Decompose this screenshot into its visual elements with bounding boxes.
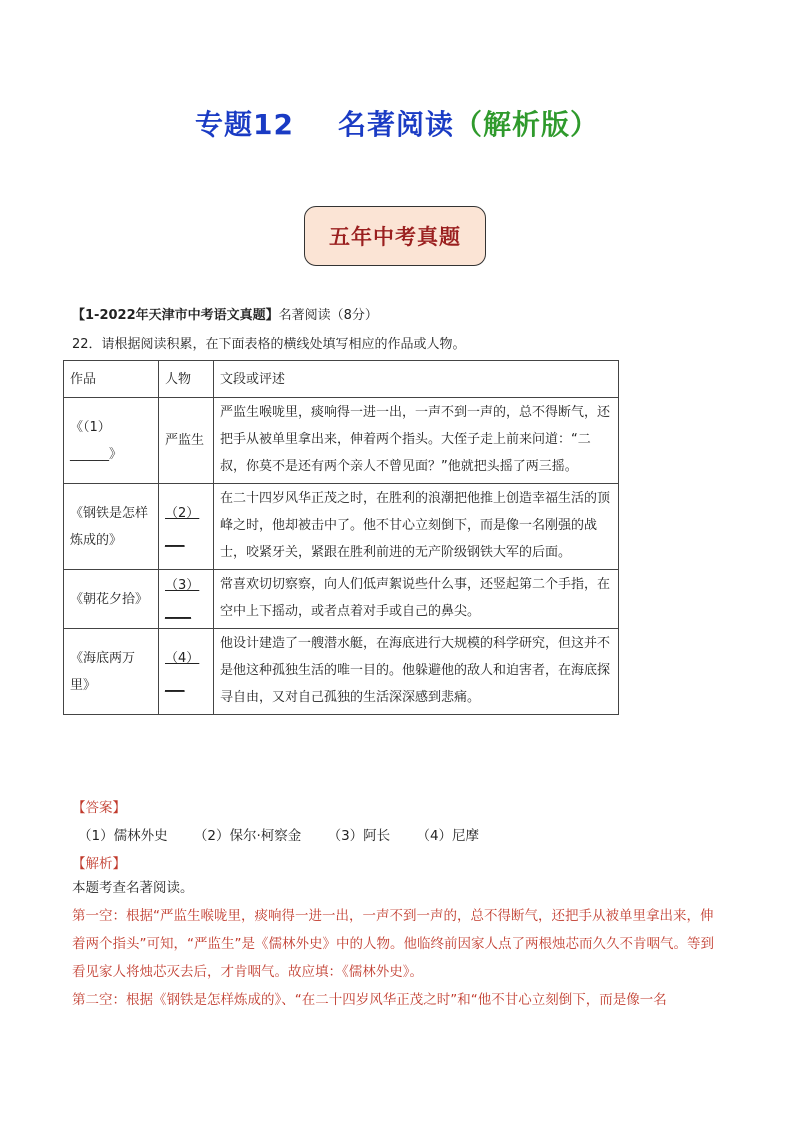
cell-work: 《朝花夕拾》 <box>64 570 159 629</box>
question-prompt: 22．请根据阅读积累，在下面表格的横线处填写相应的作品或人物。 <box>72 337 466 352</box>
analysis-paragraph: 第一空：根据“严监生喉咙里，痰响得一进一出，一声不到一声的，总不得断气，还把手从被单里拿出来，伸着两个指头”可知，“严监生”是《儒林外史》中的人物。他临终前因家人点了两根烛芯而久久不肯咽气。等到看见家人将烛芯灭去后，才肯咽气。故应填：《儒林外史》。 <box>72 908 714 980</box>
answer-item: （4）尼摩 <box>416 828 480 844</box>
cell-work: 《海底两万里》 <box>64 629 159 715</box>
table-row <box>64 629 619 715</box>
cell-text: 常喜欢切切察察，向人们低声絮说些什么事，还竖起第二个手指，在空中上下摇动，或者点着对手或自己的鼻尖。 <box>214 570 619 629</box>
table-header-row <box>64 361 619 398</box>
question-source-topic: 名著阅读（8分） <box>278 308 378 323</box>
title-topic-number: 专题12 <box>195 108 294 141</box>
analysis-label: 【解析】 <box>72 856 126 872</box>
header-text: 文段或评述 <box>214 361 619 398</box>
answer-label: 【答案】 <box>72 800 126 816</box>
header-work: 作品 <box>64 361 159 398</box>
answer-item: （3）阿长 <box>327 828 391 844</box>
cell-work: 《钢铁是怎样炼成的》 <box>64 484 159 570</box>
cell-text: 严监生喉咙里，痰响得一进一出，一声不到一声的，总不得断气，还把手从被单里拿出来，伸着两个指头。大侄子走上前来问道：“二叔，你莫不是还有两个亲人不曾见面？”他就把头摇了两三摇。 <box>214 398 619 484</box>
header-person: 人物 <box>159 361 214 398</box>
cell-text: 在二十四岁风华正茂之时，在胜利的浪潮把他推上创造幸福生活的顶峰之时，他却被击中了。他不甘心立刻倒下，而是像一名刚强的战士，咬紧牙关，紧跟在胜利前进的无产阶级钢铁大军的后面。 <box>214 484 619 570</box>
cell-work: 《（1）______》 <box>64 398 159 484</box>
cell-person: 严监生 <box>159 398 214 484</box>
question-source-tag: 【1-2022年天津市中考语文真题】 <box>72 308 279 323</box>
cell-text: 他设计建造了一艘潜水艇，在海底进行大规模的科学研究，但这并不是他这种孤独生活的唯一目的。他躲避他的敌人和迫害者，在海底探寻自由，又对自己孤独的生活深深感到悲痛。 <box>214 629 619 715</box>
fill-in-table <box>63 360 619 715</box>
question-source <box>72 304 378 323</box>
answer-item: （1）儒林外史 <box>78 828 168 844</box>
cell-person: （2）___ <box>159 484 214 570</box>
table-row <box>64 398 619 484</box>
title-edition: （解析版） <box>453 108 599 141</box>
table-row <box>64 570 619 629</box>
title-main: 名著阅读 <box>337 108 454 141</box>
cell-person: （3）____ <box>159 570 214 629</box>
analysis-paragraph: 本题考查名著阅读。 <box>72 880 194 896</box>
table-row <box>64 484 619 570</box>
answer-item: （2）保尔·柯察金 <box>193 828 302 844</box>
page-title <box>0 103 794 143</box>
section-banner: 五年中考真题 <box>304 206 486 266</box>
analysis-paragraph: 第二空：根据《钢铁是怎样炼成的》、“在二十四岁风华正茂之时”和“他不甘心立刻倒下，而是像一名 <box>72 992 667 1008</box>
cell-person: （4）___ <box>159 629 214 715</box>
answer-list <box>78 824 501 844</box>
